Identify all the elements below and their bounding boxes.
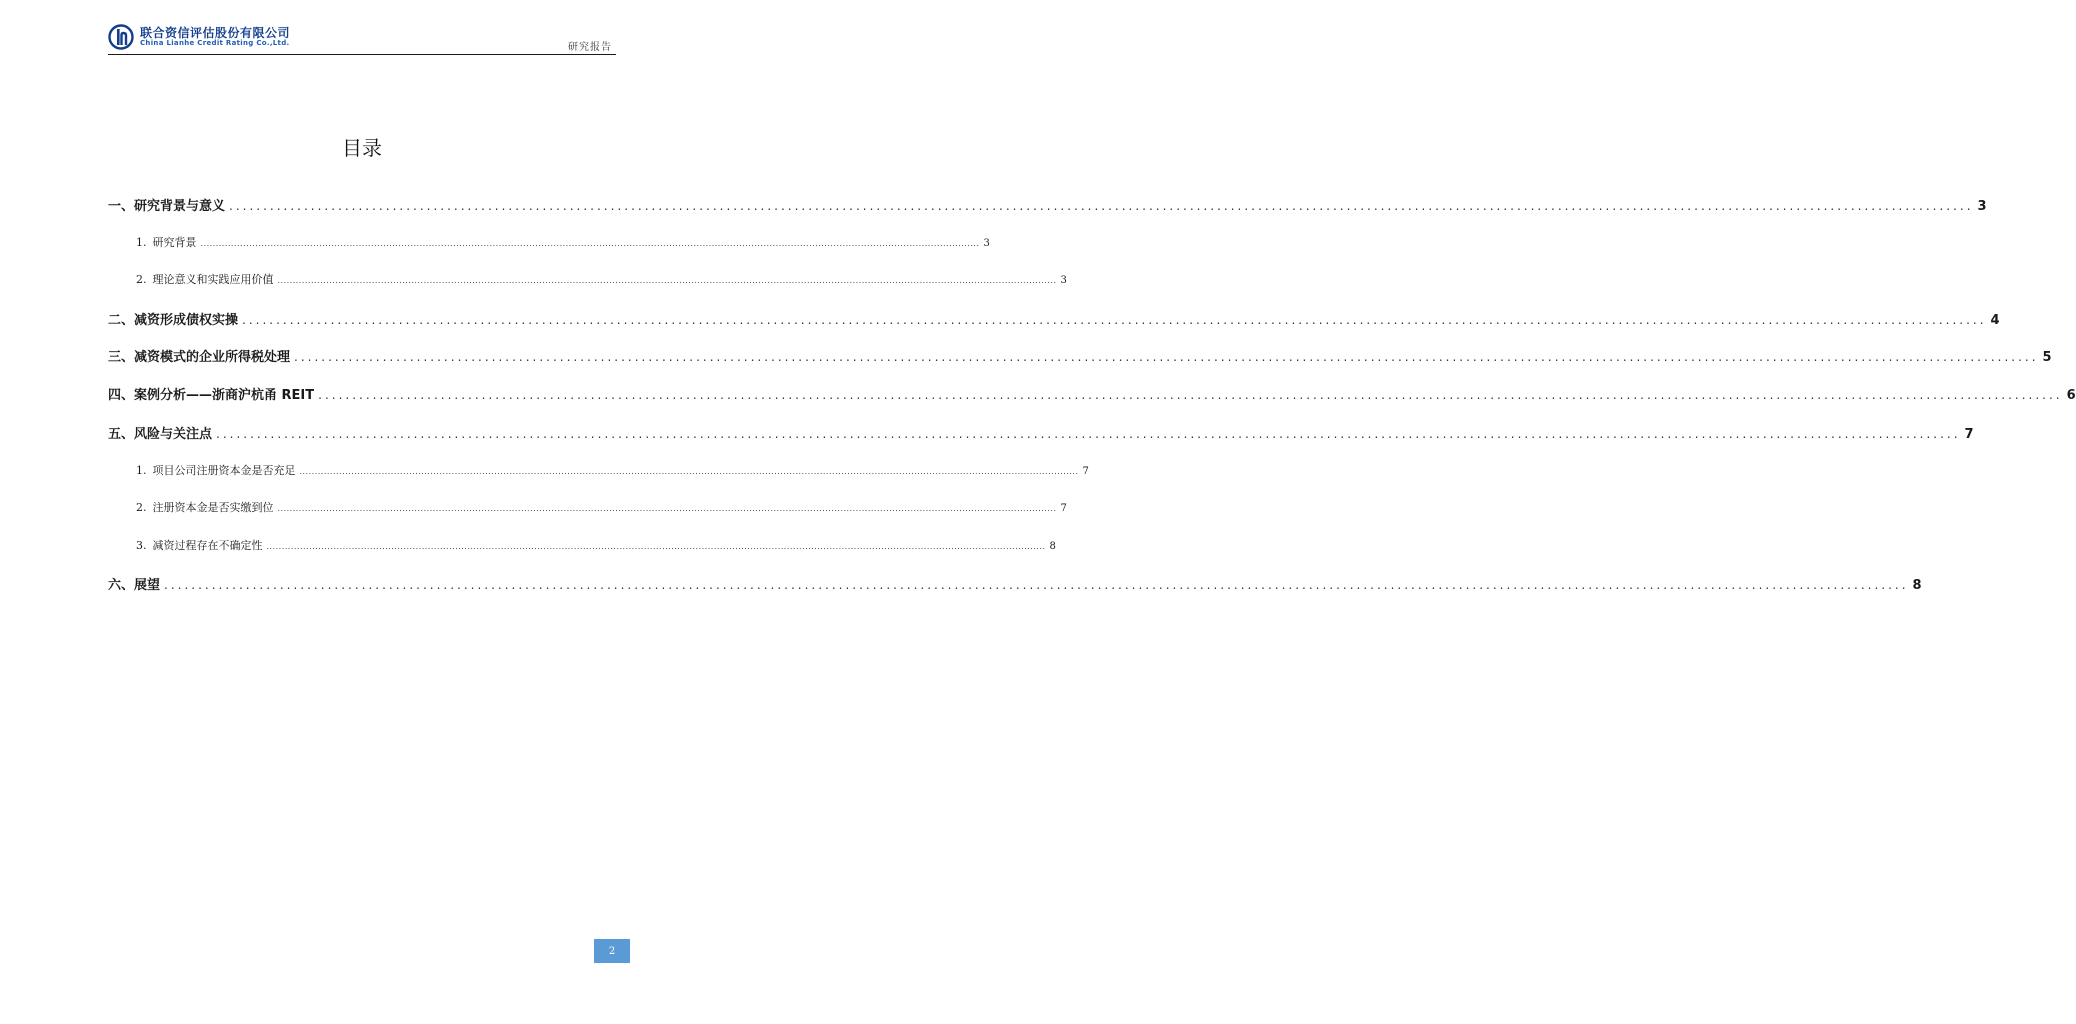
toc-entry-4[interactable]: [108, 384, 2076, 403]
toc-entry-5-2[interactable]: [136, 499, 1067, 515]
toc-entry-text: 注册资本金是否实缴到位: [152, 501, 274, 514]
toc-page-number: 5: [2042, 350, 2052, 365]
toc-entry-1-1[interactable]: [136, 234, 990, 250]
toc-entry-text: 三、减资模式的企业所得税处理: [108, 350, 291, 365]
toc-entry-text: 项目公司注册资本金是否充足: [152, 464, 296, 477]
toc-entry-text: 五、风险与关注点: [108, 427, 213, 442]
toc-entry-1-2[interactable]: [136, 271, 1067, 287]
toc-entry-num: 1.: [136, 236, 147, 249]
toc-entry-6[interactable]: [108, 574, 1922, 593]
toc-leader: ................................................................................................................................................................................................................................................................: [164, 578, 1909, 592]
toc-page-number: 3: [983, 238, 990, 249]
toc-leader: ................................................................................................................................................................................................................................................................: [266, 542, 1046, 551]
company-name-cn: 联合资信评估股份有限公司: [140, 26, 291, 40]
toc-entry-3[interactable]: [108, 346, 2052, 365]
toc-page-number: 7: [1082, 466, 1089, 477]
toc-page-number: 8: [1912, 578, 1922, 593]
toc-entry-text: 减资过程存在不确定性: [152, 539, 263, 552]
toc-title: 目录: [342, 136, 382, 160]
toc-entry-5-3[interactable]: [136, 537, 1056, 553]
toc-entry-num: 1.: [136, 464, 147, 477]
toc-leader: ................................................................................................................................................................................................................................................................: [242, 313, 1987, 327]
toc-page-number: 4: [1990, 313, 2000, 328]
report-type: 研究报告: [568, 42, 612, 53]
toc-entry-text: 四、案例分析——浙商沪杭甬 REIT: [108, 388, 315, 403]
toc-page-number: 7: [1060, 503, 1067, 514]
toc-entry-text: 研究背景: [152, 236, 197, 249]
toc-entry-text: 二、减资形成债权实操: [108, 313, 239, 328]
toc-page-number: 3: [1060, 275, 1067, 286]
company-name-en: China Lianhe Credit Rating Co.,Ltd.: [140, 39, 290, 47]
toc-page-number: 7: [1964, 427, 1974, 442]
toc-leader: ................................................................................................................................................................................................................................................................: [200, 239, 980, 248]
toc-entry-5[interactable]: [108, 423, 1974, 442]
toc-entry-num: 2.: [136, 273, 147, 286]
company-logo-icon: [108, 24, 134, 50]
toc-entry-1[interactable]: [108, 195, 1987, 214]
toc-entry-text: 六、展望: [108, 578, 161, 593]
toc-page-number: 8: [1049, 541, 1056, 552]
toc-leader: ................................................................................................................................................................................................................................................................: [277, 276, 1057, 285]
toc-leader: ................................................................................................................................................................................................................................................................: [229, 199, 1974, 213]
toc-leader: ................................................................................................................................................................................................................................................................: [216, 427, 1961, 441]
toc-entry-2[interactable]: [108, 309, 2000, 328]
toc-leader: ................................................................................................................................................................................................................................................................: [299, 467, 1079, 476]
toc-leader: ................................................................................................................................................................................................................................................................: [294, 350, 2039, 364]
toc-entry-text: 一、研究背景与意义: [108, 199, 226, 214]
toc-entry-num: 2.: [136, 501, 147, 514]
toc-entry-num: 3.: [136, 539, 147, 552]
toc-entry-text: 理论意义和实践应用价值: [152, 273, 274, 286]
page-number-badge: 2: [594, 939, 630, 963]
toc-leader: ................................................................................................................................................................................................................................................................: [277, 504, 1057, 513]
page-header: [108, 22, 616, 55]
toc-page-number: 6: [2066, 388, 2076, 403]
toc-leader: ................................................................................................................................................................................................................................................................: [318, 388, 2063, 402]
toc-entry-5-1[interactable]: [136, 462, 1089, 478]
toc-page-number: 3: [1977, 199, 1987, 214]
